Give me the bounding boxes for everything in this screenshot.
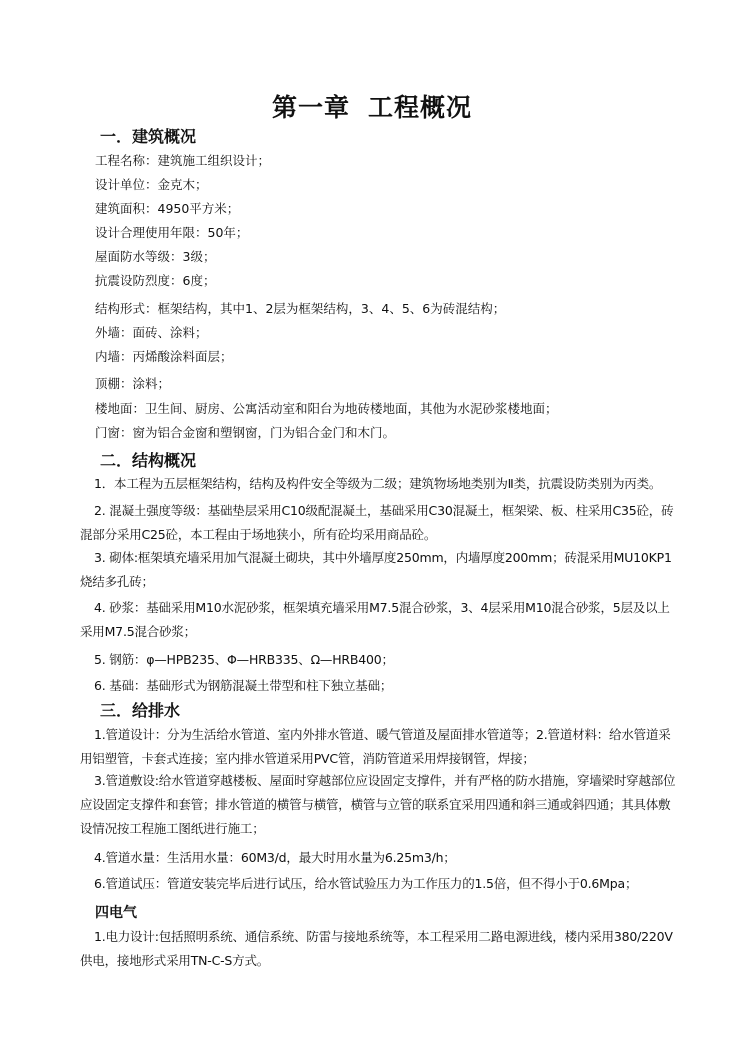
list-item: 工程名称：建筑施工组织设计； <box>95 153 271 168</box>
chapter-title <box>0 88 744 124</box>
list-item: 屋面防水等级：3级； <box>95 249 216 264</box>
list-item: 结构形式：框架结构，其中1、2层为框架结构，3、4、5、6为砖混结构； <box>95 301 506 316</box>
paragraph: 5. 钢筋：φ—HPB235、Φ—HRB335、Ω—HRB400； <box>94 652 394 667</box>
section-heading-architecture: 一．建筑概况 <box>100 127 197 146</box>
paragraph: 2. 混凝土强度等级：基础垫层采用C10级配混凝土，基础采用C30混凝土，框架梁、板、柱采用C35砼，砖混部分采用C25砼，本工程由于场地狭小，所有砼均采用商品砼。 <box>80 503 674 542</box>
list-item: 设计合理使用年限：50年； <box>95 225 249 240</box>
list-item: 内墙：丙烯酸涂料面层； <box>95 349 233 364</box>
chapter-number: 第一章 <box>271 93 350 122</box>
list-item: 楼地面：卫生间、厨房、公寓活动室和阳台为地砖楼地面，其他为水泥砂浆楼地面； <box>95 401 558 416</box>
paragraph: 1.管道设计：分为生活给水管道、室内外排水管道、暖气管道及屋面排水管道等；2.管道材料：给水管道采用铝塑管，卡套式连接；室内排水管道采用PVC管，消防管道采用焊接钢管，焊接； <box>80 727 671 766</box>
paragraph: 6. 基础：基础形式为钢筋混凝土带型和柱下独立基础； <box>94 678 393 693</box>
list-item: 外墙：面砖、涂料； <box>95 325 208 340</box>
chapter-name: 工程概况 <box>368 93 473 122</box>
paragraph: 4.管道水量：生活用水量：60M3/d，最大时用水量为6.25m3/h； <box>94 850 456 865</box>
list-item: 抗震设防烈度：6度； <box>95 273 216 288</box>
paragraph: 4. 砂浆：基础采用M10水泥砂浆，框架填充墙采用M7.5混合砂浆，3、4层采用M10混合砂浆，5层及以上采用M7.5混合砂浆； <box>80 600 670 639</box>
list-item: 顶棚：涂料； <box>95 376 171 391</box>
section-heading-plumbing: 三．给排水 <box>100 701 181 720</box>
list-item: 建筑面积：4950平方米； <box>95 201 240 216</box>
section-heading-electrical: 四电气 <box>95 905 137 921</box>
list-item: 设计单位：金克木； <box>95 177 208 192</box>
paragraph: 6.管道试压：管道安装完毕后进行试压，给水管试验压力为工作压力的1.5倍，但不得小于0.6Mpa； <box>94 876 638 891</box>
paragraph: 3. 砌体:框架填充墙采用加气混凝土砌块，其中外墙厚度250mm，内墙厚度200mm；砖混采用MU10KP1烧结多孔砖； <box>80 550 672 589</box>
list-item: 门窗：窗为铝合金窗和塑钢窗，门为铝合金门和木门。 <box>95 425 396 440</box>
section-heading-structure: 二．结构概况 <box>100 451 197 470</box>
paragraph: 3.管道敷设:给水管道穿越楼板、屋面时穿越部位应设固定支撑件，并有严格的防水措施，穿墙梁时穿越部位应设固定支撑件和套管；排水管道的横管与横管，横管与立管的联系宜采用四通和斜三通或斜四通；其具体敷设情况按工程施工图纸进行施工； <box>80 773 676 836</box>
paragraph: 1.电力设计:包括照明系统、通信系统、防雷与接地系统等，本工程采用二路电源进线，楼内采用380/220V供电，接地形式采用TN-C-S方式。 <box>80 929 673 968</box>
paragraph: 1．本工程为五层框架结构，结构及构件安全等级为二级；建筑物场地类别为Ⅱ类，抗震设防类别为丙类。 <box>94 476 662 491</box>
